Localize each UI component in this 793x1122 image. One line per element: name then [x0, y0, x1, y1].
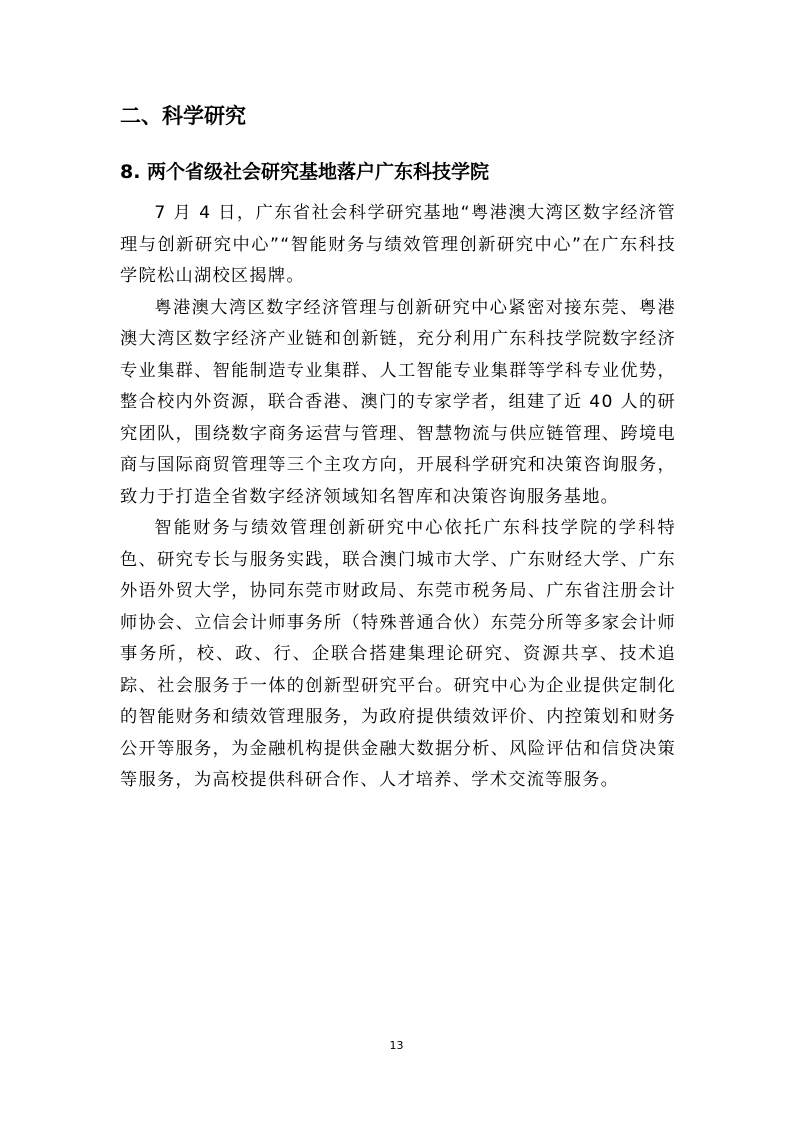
article-title: 8. 两个省级社会研究基地落户广东科技学院	[120, 161, 490, 183]
section-title: 二、科学研究	[120, 104, 246, 128]
paragraph-1: 7 月 4 日，广东省社会科学研究基地“粤港澳大湾区数字经济管理与创新研究中心”“智能财务与绩效管理创新研究中心”在广东科技学院松山湖校区揭牌。	[120, 203, 676, 286]
article-body	[120, 182, 676, 797]
page-number: 13	[389, 1039, 404, 1052]
paragraph-2: 粤港澳大湾区数字经济管理与创新研究中心紧密对接东莞、粤港澳大湾区数字经济产业链和创新链，充分利用广东科技学院数字经济专业集群、智能制造专业集群、人工智能专业集群等学科专业优势，整合校内外资源，联合香港、澳门的专家学者，组建了近 40 人的研究团队，围绕数字商务运营与管理、智慧物流与供应链管理、跨境电商与国际商贸管理等三个主攻方向，开展科学研究和决策咨询服务，致力于打造全省数字经济领域知名智库和决策咨询服务基地。	[120, 297, 676, 507]
paragraph-3: 智能财务与绩效管理创新研究中心依托广东科技学院的学科特色、研究专长与服务实践，联合澳门城市大学、广东财经大学、广东外语外贸大学，协同东莞市财政局、东莞市税务局、广东省注册会计师协会、立信会计师事务所（特殊普通合伙）东莞分所等多家会计师事务所，校、政、行、企联合搭建集理论研究、资源共享、技术追踪、社会服务于一体的创新型研究平台。研究中心为企业提供定制化的智能财务和绩效管理服务，为政府提供绩效评价、内控策划和财务公开等服务，为金融机构提供金融大数据分析、风险评估和信贷决策等服务，为高校提供科研合作、人才培养、学术交流等服务。	[120, 518, 676, 790]
